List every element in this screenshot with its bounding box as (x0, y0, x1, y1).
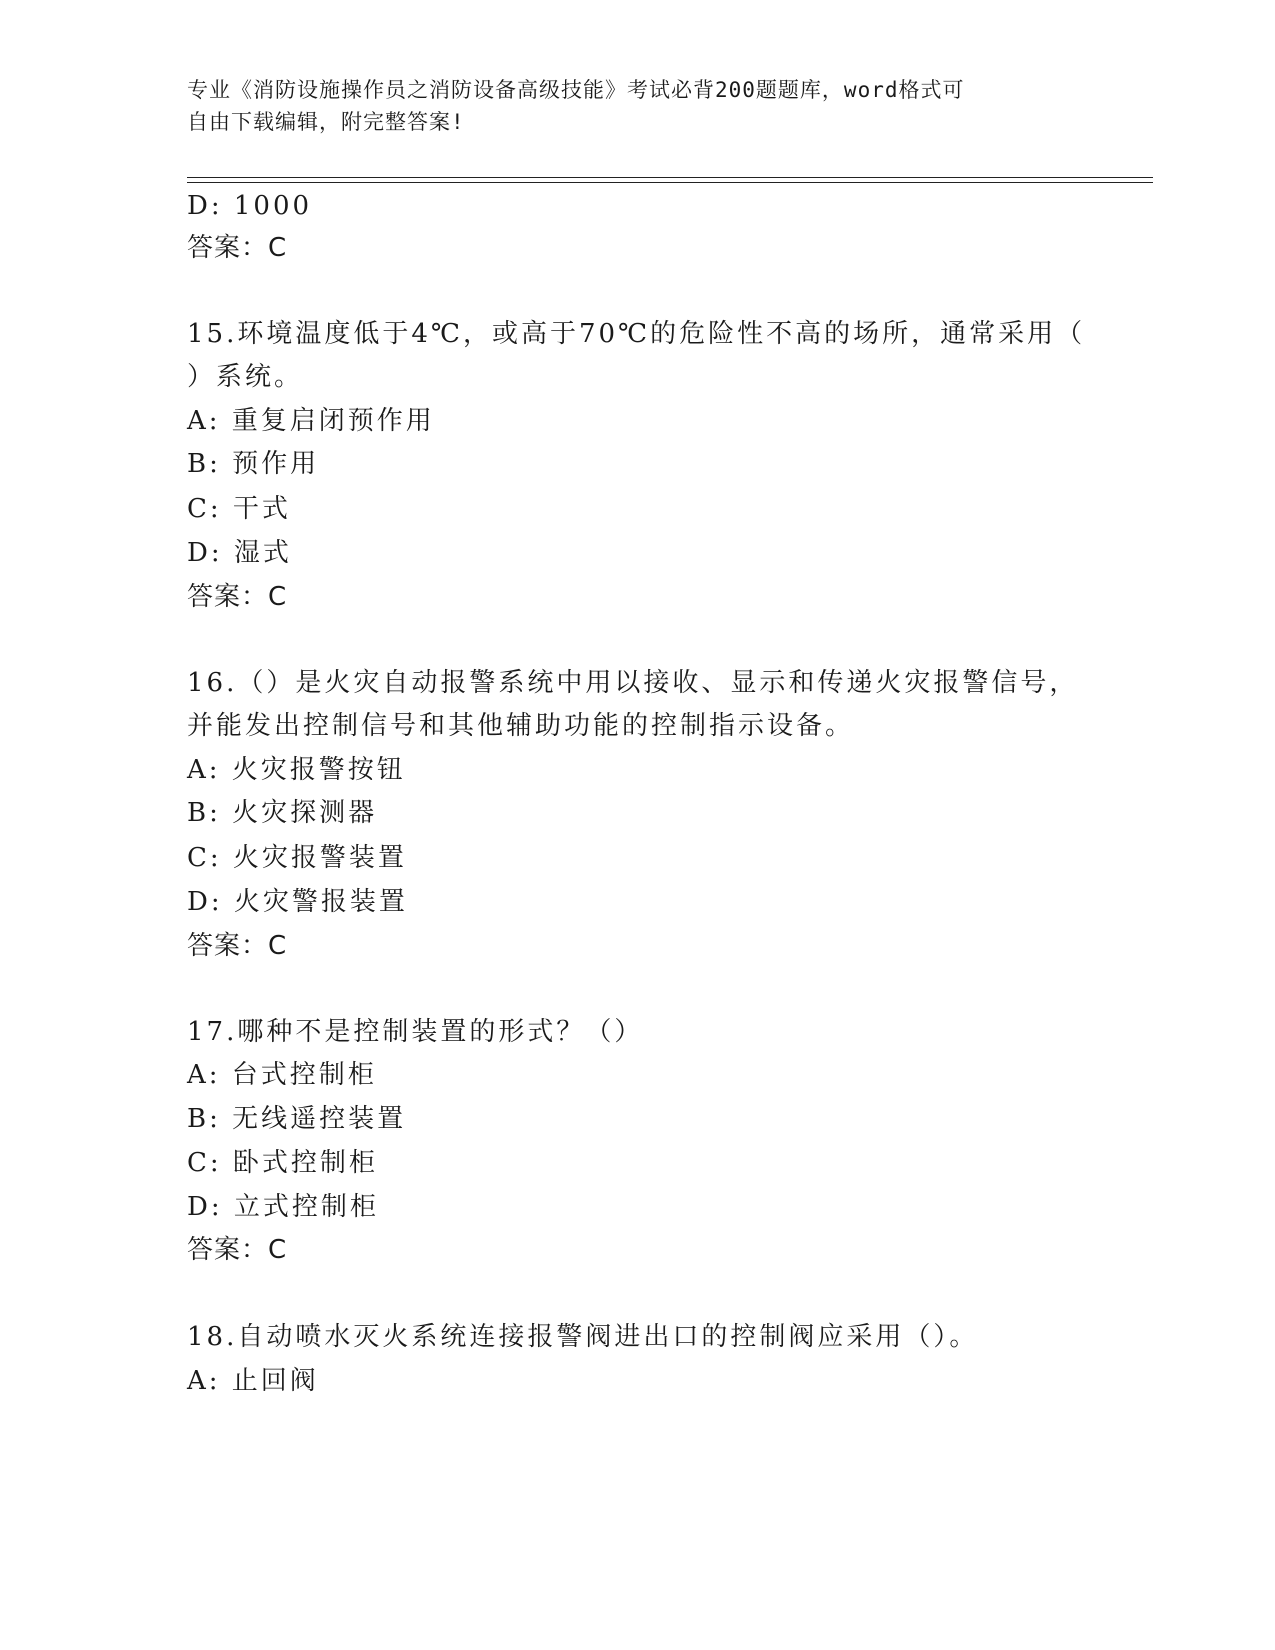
question-text: 18.自动喷水灭火系统连接报警阀进出口的控制阀应采用（）。 (187, 1322, 979, 1352)
option-line: A: 台式控制柜 (187, 1060, 377, 1090)
header-divider-top (187, 177, 1153, 178)
question-text: ）系统。 (187, 362, 304, 392)
option-line: D: 立式控制柜 (187, 1192, 379, 1222)
answer-line: 答案：C (187, 233, 288, 263)
option-line: D: 湿式 (187, 538, 292, 568)
question-text: 并能发出控制信号和其他辅助功能的控制指示设备。 (187, 711, 855, 741)
answer-line: 答案：C (187, 582, 288, 612)
option-line: A: 重复启闭预作用 (187, 406, 435, 436)
option-line: C: 干式 (187, 494, 291, 524)
option-line: B: 无线遥控装置 (187, 1104, 407, 1134)
header-line-2: 自由下载编辑，附完整答案! (187, 110, 465, 134)
option-line: A: 止回阀 (187, 1366, 319, 1396)
option-line: C: 卧式控制柜 (187, 1148, 378, 1178)
header-divider-bottom (187, 182, 1153, 183)
option-line: B: 火灾探测器 (187, 798, 378, 828)
document-header (187, 74, 1067, 138)
option-line: B: 预作用 (187, 449, 320, 479)
question-text: 17.哪种不是控制装置的形式？（） (187, 1017, 644, 1047)
option-line: D: 1000 (187, 191, 313, 221)
answer-line: 答案：C (187, 1235, 288, 1265)
header-line-1: 专业《消防设施操作员之消防设备高级技能》考试必背200题题库，word格式可 (187, 78, 965, 102)
question-text: 15.环境温度低于4℃，或高于70℃的危险性不高的场所，通常采用（ (187, 319, 1086, 349)
option-line: C: 火灾报警装置 (187, 843, 407, 873)
option-line: A: 火灾报警按钮 (187, 755, 406, 785)
question-text: 16.（）是火灾自动报警系统中用以接收、显示和传递火灾报警信号， (187, 668, 1079, 698)
answer-line: 答案：C (187, 931, 288, 961)
option-line: D: 火灾警报装置 (187, 887, 408, 917)
